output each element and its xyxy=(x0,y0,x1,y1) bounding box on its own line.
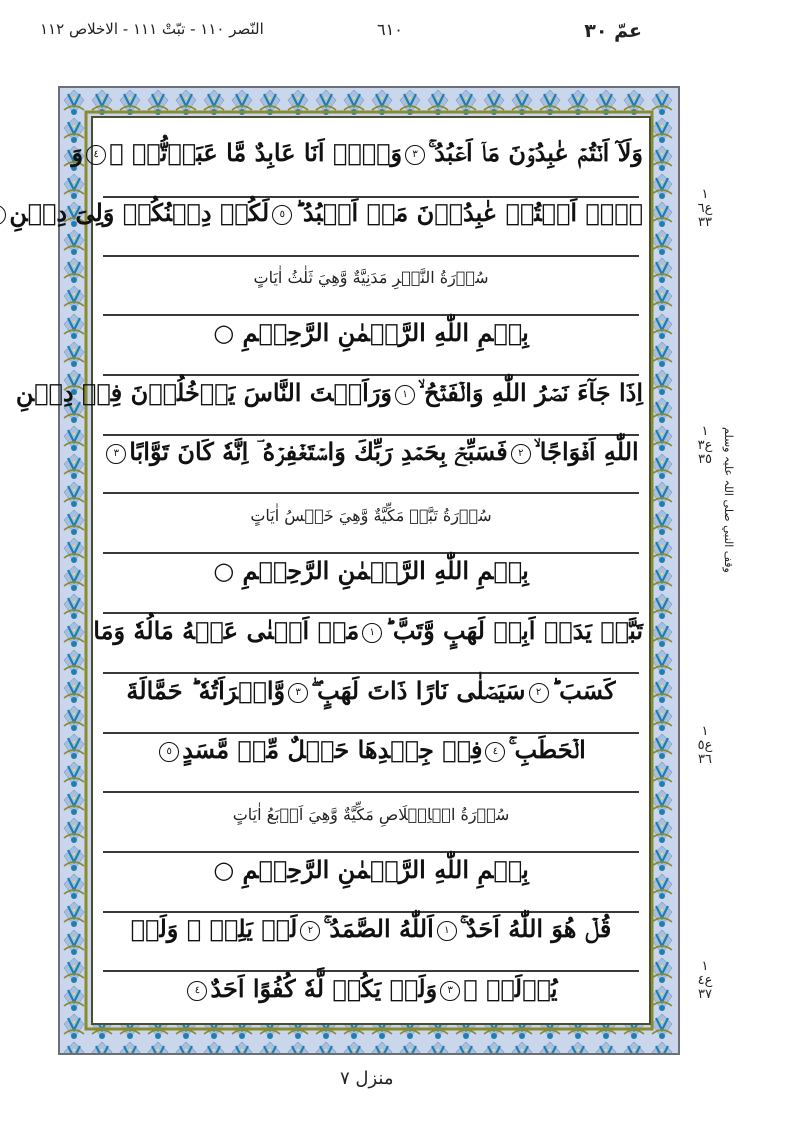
ayah-marker: ٤ xyxy=(485,742,505,762)
ayah-marker: ١ xyxy=(395,385,415,405)
verse-line-10: كَسَبَ ؕ٢سَيَصۡلٰى نَارًا ذَاتَ لَهَبٍ ۖ٣وَّامۡرَاَتُهٗ ؕ حَمَّالَةَ xyxy=(126,676,616,705)
line-separator xyxy=(103,552,639,554)
ayah-marker: ٥ xyxy=(272,205,292,225)
juz-label: عمّ ٣٠ xyxy=(584,20,642,42)
ruku-marker-1: ١ ع٦ ٣٣ xyxy=(697,187,713,230)
line-separator xyxy=(103,612,639,614)
page-header xyxy=(0,20,798,54)
ayah-marker: ٣ xyxy=(405,145,425,165)
ayah-marker: ٢ xyxy=(300,921,320,941)
line-separator xyxy=(103,374,639,376)
bismillah-1: بِسۡمِ اللّٰهِ الرَّحۡمٰنِ الرَّحِيۡمِ ○ xyxy=(213,318,529,347)
line-separator xyxy=(103,255,639,257)
surah-names: النّصر ١١٠ - تبّتْ ١١١ - الاخلاص ١١٢ xyxy=(40,20,264,38)
verse-line-15: يُوۡلَدۡ ۙ٣وَلَمۡ يَكُنۡ لَّهٗ كُفُوًا اَحَدٌ٤ xyxy=(99,974,643,1003)
line-separator xyxy=(103,732,639,734)
line-separator xyxy=(103,434,639,436)
line-separator xyxy=(103,314,639,316)
ayah-marker: ١ xyxy=(437,921,457,941)
surah-title-ikhlas: سُوۡرَةُ الۡاِخۡلَاصِ مَكِّيَّةٌ وَّهِيَ اَرۡبَعُ اٰيَاتٍ xyxy=(232,805,510,824)
ruku-marker-4: ١ ع٤ ٣٧ xyxy=(697,959,713,1002)
verse-line-5: اِذَا جَآءَ نَصۡرُ اللّٰهِ وَالۡفَتۡحُ ۙ١وَرَاَيۡتَ النَّاسَ يَدۡخُلُوۡنَ فِىۡ دِيۡنِ xyxy=(15,378,643,407)
ornamental-frame xyxy=(9,86,680,1055)
surah-title-lahab: سُوۡرَةُ تَبَّتۡ مَكِّيَّةٌ وَّهِيَ خَمۡسُ اٰيَاتٍ xyxy=(250,506,492,525)
verse-line-2: لَاۤ اَنۡتُمۡ عٰبِدُوۡنَ مَاۤ اَعۡبُدُ ؕ٥لَكُمۡ دِيۡنُكُمۡ وَلِىَ دِيۡنِ xyxy=(99,198,643,227)
page-number: ٦١٠ xyxy=(377,20,403,39)
ruku-marker-3: ١ ع٥ ٣٦ xyxy=(697,724,713,767)
manzil-label: منزل ٧ xyxy=(340,1068,394,1089)
verse-line-14: قُلۡ هُوَ اللّٰهُ اَحَدٌ ۚ١اَللّٰهُ الصَّمَدُ ۚ٢لَمۡ يَلِدۡ ۙ وَلَمۡ xyxy=(130,914,612,943)
ayah-marker: ٤ xyxy=(86,145,106,165)
ayah-marker: ٣ xyxy=(106,444,126,464)
ayah-marker: ٣ xyxy=(288,683,308,703)
line-separator xyxy=(103,672,639,674)
line-separator xyxy=(103,970,639,972)
line-separator xyxy=(103,492,639,494)
line-separator xyxy=(103,911,639,913)
surah-title-nasr: سُوۡرَةُ النَّصۡرِ مَدَنِيَّةٌ وَّهِيَ ثَلٰثُ اٰيَاتٍ xyxy=(253,268,489,287)
bismillah-3: بِسۡمِ اللّٰهِ الرَّحۡمٰنِ الرَّحِيۡمِ ○ xyxy=(213,855,529,884)
line-separator xyxy=(103,791,639,793)
ayah-marker: ٢ xyxy=(529,683,549,703)
verse-line-6: اللّٰهِ اَفۡوَاجًا ۙ٢فَسَبِّحۡ بِحَمۡدِ رَبِّكَ وَاسۡتَغۡفِرۡهُ ؔ اِنَّهٗ كَانَ تَوَّابًا٣ xyxy=(99,437,643,466)
verse-line-1: وَلَآ اَنۡتُمۡ عٰبِدُوۡنَ مَاۤ اَعۡبُدُ ۚ٣وَلَاۤ اَنَا عَابِدٌ مَّا عَبَدۡتُّمۡ ۙ٤وَ xyxy=(71,138,643,167)
ayah-marker: ١ xyxy=(362,623,382,643)
verse-line-11: الۡحَطَبِ ۚ٤فِىۡ جِيۡدِهَا حَبۡلٌ مِّنۡ مَّسَدٍ٥ xyxy=(99,735,643,764)
ayah-marker xyxy=(0,205,6,225)
text-panel xyxy=(9,116,651,1025)
ayah-marker: ٢ xyxy=(511,444,531,464)
line-separator xyxy=(103,851,639,853)
waqf-note: وقف النبي صلى اللہ علیہ وسلم xyxy=(722,427,735,573)
bismillah-2: بِسۡمِ اللّٰهِ الرَّحۡمٰنِ الرَّحِيۡمِ ○ xyxy=(213,556,529,585)
verse-line-9: تَبَّتۡ يَدَاۤ اَبِىۡ لَهَبٍ وَّتَبَّ ؕ١مَاۤ اَغۡنٰى عَنۡهُ مَالُهٗ وَمَا xyxy=(93,616,643,645)
ayah-marker: ٣ xyxy=(440,981,460,1001)
ayah-marker: ٤ xyxy=(187,981,207,1001)
ruku-marker-2: ١ ع٣ ٣٥ xyxy=(697,424,713,467)
ayah-marker: ٥ xyxy=(159,742,179,762)
